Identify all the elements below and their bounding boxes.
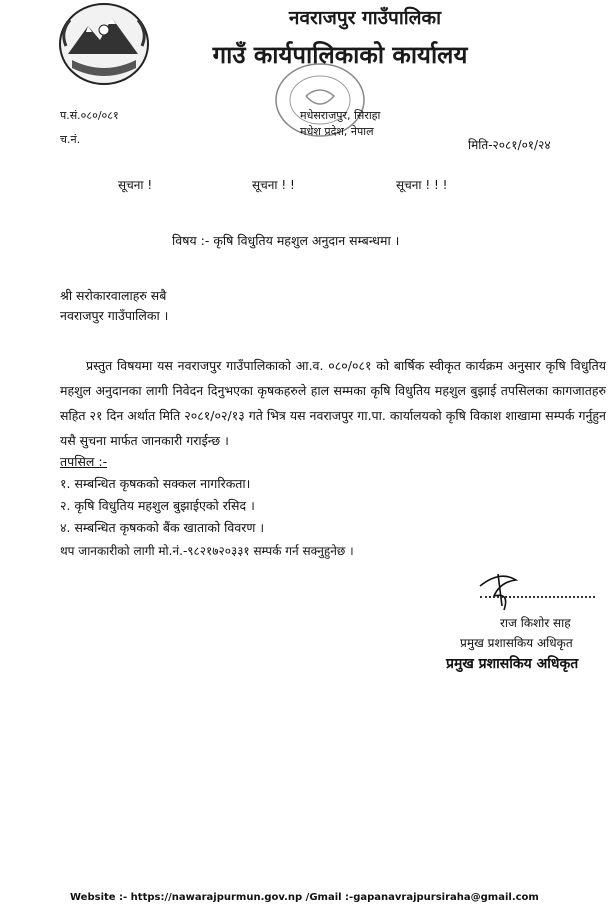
office-title: गाउँ कार्यपालिकाको कार्यालय (212, 41, 468, 69)
signature-mark (470, 566, 530, 614)
emblem-logo (58, 2, 150, 86)
signatory-name: राज किशोर साह (500, 616, 571, 630)
recipient-line-2: नवराजपुर गाउँपालिका । (60, 308, 169, 323)
subject-line: विषय :- कृषि विधुतिय महशुल अनुदान सम्बन्धमा । (172, 233, 400, 248)
recipient-line-1: श्री सरोकारवालाहरु सबै (60, 288, 167, 303)
notice-heading-1: सूचना ! (118, 178, 153, 192)
office-name: नवराजपुर गाउँपालिका (288, 7, 442, 29)
body-paragraph: प्रस्तुत विषयमा यस नवराजपुर गाउँपालिकाको आ.व. ०८०/०८१ को बार्षिक स्वीकृत कार्यक्रम अनुसार कृषि विधुतिय महशुल अनुदानका लागी निवेदन दिनुभएका कृषकहरुले हाल सम्मका कृषि विधुतिय महशुल बुझाई तपसिलका कागजातहरु सहित २१ दिन अर्थात मिति २०८१/०२/१३ गते भित्र यस नवराजपुर गा.पा. कार्यालयको कृषि विकाश शाखामा सम्पर्क गर्नुहुन यसै सुचना मार्फत जानकारी गराईन्छ । (60, 358, 606, 448)
tapsil-item: १. सम्बन्धित कृषकको सक्कल नागरिकता। (60, 476, 251, 491)
tapsil-item: ४. सम्बन्धित कृषकको बैंक खाताको विवरण । (60, 520, 265, 535)
designation-stamp: प्रमुख प्रशासकिय अधिकृत (446, 656, 579, 672)
tapsil-item: २. कृषि विधुतिय महशुल बुझाईएको रसिद । (60, 498, 255, 513)
address-line-1: मधेसराजपुर, सिराहा (300, 109, 381, 122)
footer-contact: Website :- https://nawarajpurmun.gov.np /Gmail :-gapanavrajpursiraha@gmail.com (70, 892, 539, 903)
signature-line (480, 596, 595, 598)
signatory-designation: प्रमुख प्रशासकिय अधिकृत (460, 636, 573, 650)
tapsil-heading: तपसिल :- (60, 454, 108, 469)
contact-note: थप जानकारीको लागी मो.नं.-९८२१७२०३३१ सम्पर्क गर्न सक्नुहुनेछ । (60, 544, 354, 558)
notice-heading-2: सूचना ! ! (252, 178, 295, 192)
dispatch-number: च.नं. (60, 133, 81, 146)
reference-number: प.सं.०८०/०८१ (60, 109, 119, 122)
address-line-2: मधेश प्रदेश, नेपाल (300, 125, 374, 138)
letter-date: मिति-२०८१/०१/२४ (468, 138, 551, 152)
notice-heading-3: सूचना ! ! ! (396, 178, 448, 192)
